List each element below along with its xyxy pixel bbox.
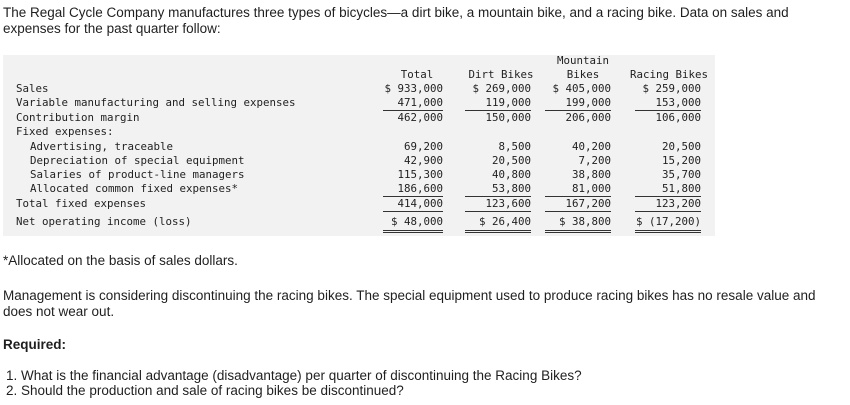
cell-total-fixed-dirt: 123,600 <box>485 197 531 210</box>
management-note: Management is considering discontinuing the racing bikes. The special equipment used to produce racing bikes has no resale value and does not wear out. <box>3 288 816 319</box>
cell-sales-total: $ 933,000 <box>384 82 443 95</box>
cell-allocated-total: 186,600 <box>397 182 443 195</box>
cell-advertising-racing: 20,500 <box>661 140 701 153</box>
cell-allocated-dirt: 53,800 <box>491 182 531 195</box>
cell-sales-dirt: $ 269,000 <box>472 82 531 95</box>
cell-variable-mountain: 199,000 <box>565 96 611 109</box>
cell-advertising-mountain: 40,200 <box>571 140 611 153</box>
question-2: 2. Should the production and sale of racing bikes be discontinued? <box>6 383 404 398</box>
double-underline <box>465 230 531 233</box>
underline <box>545 211 611 212</box>
underline <box>383 211 443 212</box>
question-1: 1. What is the financial advantage (disadvantage) per quarter of discontinuing the Racing Bikes? <box>6 368 582 383</box>
cell-depreciation-dirt: 20,500 <box>491 154 531 167</box>
cell-total-fixed-total: 414,000 <box>397 197 443 210</box>
header-dirt-bikes: Dirt Bikes <box>468 68 534 81</box>
cell-total-fixed-racing: 123,200 <box>655 197 701 210</box>
cell-sales-mountain: $ 405,000 <box>552 82 611 95</box>
cell-variable-total: 471,000 <box>397 96 443 109</box>
row-label-variable-expenses: Variable manufacturing and selling expenses <box>16 96 296 109</box>
cell-depreciation-total: 42,900 <box>403 154 443 167</box>
cell-salaries-dirt: 40,800 <box>491 168 531 181</box>
cell-salaries-mountain: 38,800 <box>571 168 611 181</box>
row-label-contribution-margin: Contribution margin <box>16 111 140 124</box>
cell-allocated-mountain: 81,000 <box>571 182 611 195</box>
row-label-salaries: Salaries of product-line managers <box>30 168 245 181</box>
cell-advertising-dirt: 8,500 <box>498 140 531 153</box>
cell-depreciation-mountain: 7,200 <box>578 154 611 167</box>
cell-variable-dirt: 119,000 <box>485 96 531 109</box>
cell-salaries-racing: 35,700 <box>661 168 701 181</box>
cell-advertising-total: 69,200 <box>403 140 443 153</box>
row-label-fixed-expenses: Fixed expenses: <box>16 125 114 138</box>
cell-allocated-racing: 51,800 <box>661 182 701 195</box>
row-label-total-fixed: Total fixed expenses <box>16 197 147 210</box>
row-label-allocated-common: Allocated common fixed expenses* <box>30 182 239 195</box>
problem-intro: The Regal Cycle Company manufactures three types of bicycles—a dirt bike, a mountain bike, and a racing bike. Data on sales and expenses for the past quarter follow: <box>3 5 789 36</box>
double-underline <box>383 230 443 233</box>
underline <box>635 211 701 212</box>
double-underline <box>635 230 701 233</box>
cell-noi-total: $ 48,000 <box>390 215 443 228</box>
cell-sales-racing: $ 259,000 <box>642 82 701 95</box>
cell-noi-racing: $ (17,200) <box>635 215 701 228</box>
row-label-net-operating-income: Net operating income (loss) <box>16 215 192 228</box>
cell-cm-racing: 106,000 <box>655 111 701 124</box>
cell-cm-total: 462,000 <box>397 111 443 124</box>
row-label-depreciation: Depreciation of special equipment <box>30 154 245 167</box>
cell-noi-mountain: $ 38,800 <box>558 215 611 228</box>
cell-variable-racing: 153,000 <box>655 96 701 109</box>
required-heading: Required: <box>3 337 67 352</box>
header-total: Total <box>400 68 434 81</box>
cell-noi-dirt: $ 26,400 <box>478 215 531 228</box>
cell-cm-mountain: 206,000 <box>565 111 611 124</box>
cell-salaries-total: 115,300 <box>397 168 443 181</box>
cell-total-fixed-mountain: 167,200 <box>565 197 611 210</box>
header-mountain-line1: Mountain <box>556 54 609 67</box>
header-mountain-line2: Bikes <box>566 68 600 81</box>
cell-cm-dirt: 150,000 <box>485 111 531 124</box>
header-racing-bikes: Racing Bikes <box>629 68 708 81</box>
footnote: *Allocated on the basis of sales dollars. <box>3 253 238 268</box>
cell-depreciation-racing: 15,200 <box>661 154 701 167</box>
row-label-sales: Sales <box>16 82 49 95</box>
income-statement-table <box>3 55 715 236</box>
underline <box>465 211 531 212</box>
row-label-advertising: Advertising, traceable <box>30 140 174 153</box>
double-underline <box>545 230 611 233</box>
